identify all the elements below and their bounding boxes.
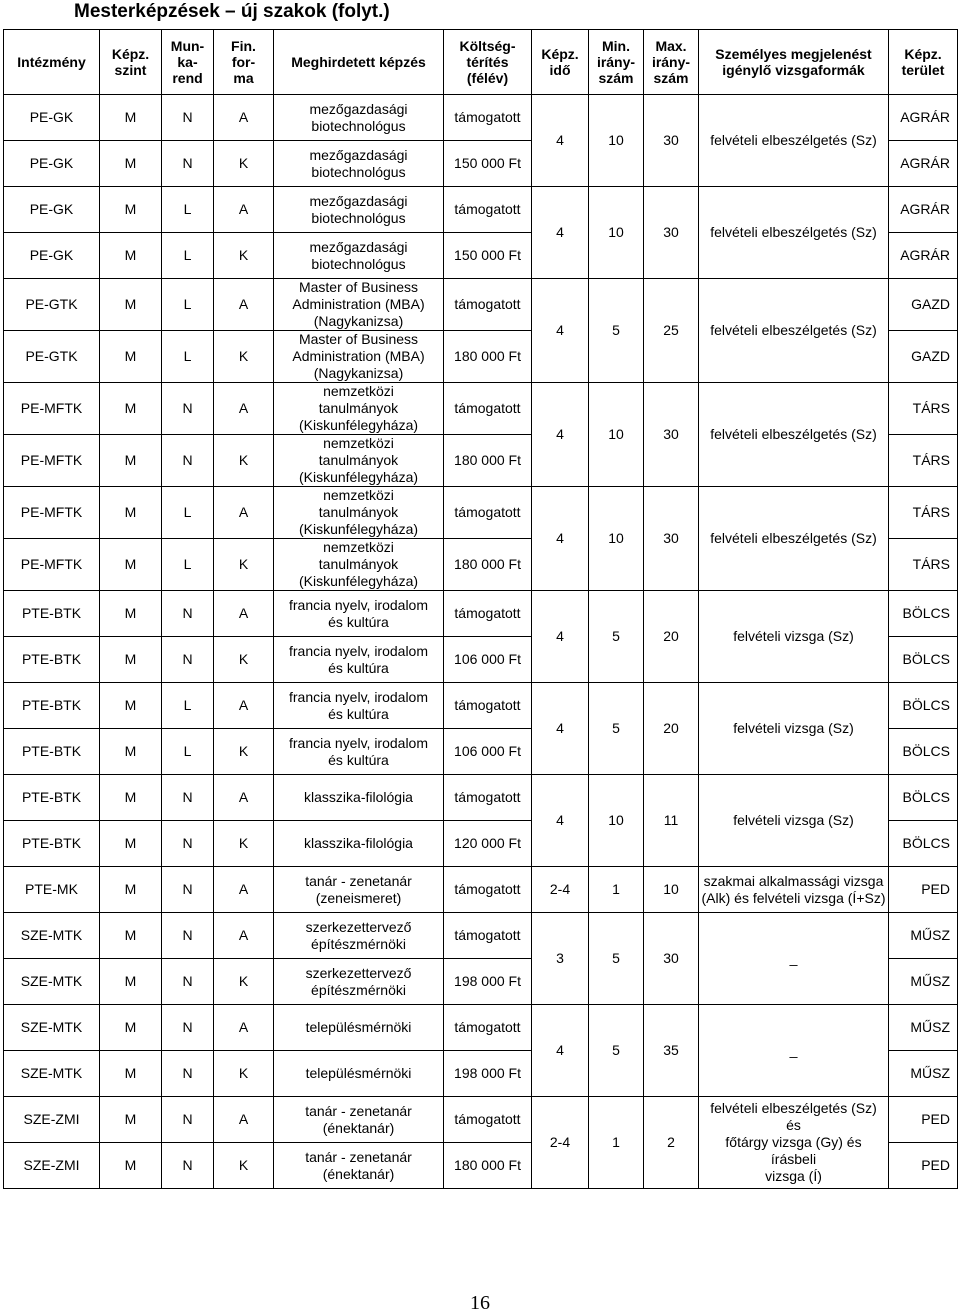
program-cell: mezőgazdasági biotechnológus (274, 141, 444, 187)
financing-cell: K (214, 959, 274, 1005)
field-cell: TÁRS (889, 435, 958, 487)
tuition-cell: 198 000 Ft (444, 1051, 532, 1097)
program-cell: tanár - zenetanár (zeneismeret) (274, 867, 444, 913)
program-cell: francia nyelv, irodalom és kultúra (274, 591, 444, 637)
work-schedule-cell: N (162, 867, 214, 913)
min-quota-cell: 10 (589, 95, 644, 187)
financing-cell: A (214, 187, 274, 233)
table-row (4, 487, 958, 539)
institution-cell: SZE-MTK (4, 1051, 100, 1097)
work-schedule-cell: N (162, 435, 214, 487)
level-cell: M (100, 1143, 162, 1189)
work-schedule-cell: L (162, 331, 214, 383)
institution-cell: PE-GK (4, 233, 100, 279)
exam-forms-cell: felvételi vizsga (Sz) (699, 683, 889, 775)
financing-cell: A (214, 591, 274, 637)
duration-cell: 2-4 (532, 867, 589, 913)
institution-cell: PTE-BTK (4, 591, 100, 637)
program-cell: nemzetközi tanulmányok (Kiskunfélegyháza) (274, 539, 444, 591)
exam-forms-cell: felvételi elbeszélgetés (Sz) (699, 279, 889, 383)
institution-cell: PTE-BTK (4, 683, 100, 729)
level-cell: M (100, 867, 162, 913)
program-cell: Master of Business Administration (MBA) (Nagykanizsa) (274, 279, 444, 331)
financing-cell: K (214, 331, 274, 383)
field-cell: MŰSZ (889, 1051, 958, 1097)
program-cell: klasszika-filológia (274, 775, 444, 821)
level-cell: M (100, 775, 162, 821)
tuition-cell: támogatott (444, 1005, 532, 1051)
field-cell: BÖLCS (889, 775, 958, 821)
min-quota-cell: 10 (589, 775, 644, 867)
min-quota-cell: 10 (589, 487, 644, 591)
tuition-cell: támogatott (444, 591, 532, 637)
table-row (4, 913, 958, 959)
exam-forms-cell: felvételi vizsga (Sz) (699, 591, 889, 683)
financing-cell: K (214, 435, 274, 487)
max-quota-cell: 30 (644, 95, 699, 187)
min-quota-cell: 5 (589, 913, 644, 1005)
level-cell: M (100, 187, 162, 233)
financing-cell: K (214, 539, 274, 591)
exam-forms-cell: szakmai alkalmassági vizsga (Alk) és felvételi vizsga (Í+Sz) (699, 867, 889, 913)
program-cell: településmérnöki (274, 1051, 444, 1097)
field-cell: TÁRS (889, 383, 958, 435)
program-cell: szerkezettervező építészmérnöki (274, 913, 444, 959)
institution-cell: PE-GK (4, 141, 100, 187)
max-quota-cell: 30 (644, 187, 699, 279)
institution-cell: PE-MFTK (4, 539, 100, 591)
program-cell: mezőgazdasági biotechnológus (274, 187, 444, 233)
level-cell: M (100, 331, 162, 383)
tuition-cell: támogatott (444, 1097, 532, 1143)
institution-cell: PE-MFTK (4, 435, 100, 487)
program-cell: nemzetközi tanulmányok (Kiskunfélegyháza) (274, 487, 444, 539)
program-cell: Master of Business Administration (MBA) (Nagykanizsa) (274, 331, 444, 383)
program-cell: klasszika-filológia (274, 821, 444, 867)
header-field: Képz. terület (889, 30, 958, 95)
work-schedule-cell: L (162, 729, 214, 775)
duration-cell: 4 (532, 775, 589, 867)
table-row (4, 95, 958, 141)
institution-cell: PE-GTK (4, 331, 100, 383)
institution-cell: SZE-ZMI (4, 1097, 100, 1143)
tuition-cell: 150 000 Ft (444, 141, 532, 187)
min-quota-cell: 1 (589, 867, 644, 913)
tuition-cell: 180 000 Ft (444, 331, 532, 383)
table-row (4, 383, 958, 435)
tuition-cell: támogatott (444, 279, 532, 331)
level-cell: M (100, 539, 162, 591)
program-cell: francia nyelv, irodalom és kultúra (274, 729, 444, 775)
level-cell: M (100, 141, 162, 187)
institution-cell: PTE-BTK (4, 821, 100, 867)
table-row (4, 279, 958, 331)
program-cell: tanár - zenetanár (énektanár) (274, 1143, 444, 1189)
tuition-cell: támogatott (444, 913, 532, 959)
max-quota-cell: 10 (644, 867, 699, 913)
min-quota-cell: 1 (589, 1097, 644, 1189)
institution-cell: PTE-MK (4, 867, 100, 913)
field-cell: GAZD (889, 331, 958, 383)
tuition-cell: támogatott (444, 95, 532, 141)
work-schedule-cell: N (162, 821, 214, 867)
page-number: 16 (470, 1292, 490, 1314)
program-cell: mezőgazdasági biotechnológus (274, 233, 444, 279)
work-schedule-cell: N (162, 1097, 214, 1143)
level-cell: M (100, 959, 162, 1005)
table-row (4, 867, 958, 913)
work-schedule-cell: L (162, 487, 214, 539)
work-schedule-cell: L (162, 539, 214, 591)
exam-forms-cell: _ (699, 913, 889, 1005)
level-cell: M (100, 233, 162, 279)
tuition-cell: támogatott (444, 867, 532, 913)
exam-forms-cell: felvételi vizsga (Sz) (699, 775, 889, 867)
financing-cell: A (214, 1097, 274, 1143)
exam-forms-cell: _ (699, 1005, 889, 1097)
work-schedule-cell: N (162, 591, 214, 637)
financing-cell: A (214, 683, 274, 729)
tuition-cell: támogatott (444, 383, 532, 435)
institution-cell: PE-MFTK (4, 487, 100, 539)
header-max-quota: Max. irány- szám (644, 30, 699, 95)
tuition-cell: támogatott (444, 187, 532, 233)
level-cell: M (100, 729, 162, 775)
financing-cell: K (214, 141, 274, 187)
header-financing: Fin. for- ma (214, 30, 274, 95)
work-schedule-cell: N (162, 95, 214, 141)
work-schedule-cell: L (162, 187, 214, 233)
table-body (4, 95, 958, 1189)
tuition-cell: 180 000 Ft (444, 435, 532, 487)
exam-forms-cell: felvételi elbeszélgetés (Sz) (699, 487, 889, 591)
work-schedule-cell: N (162, 959, 214, 1005)
header-row (4, 30, 958, 95)
financing-cell: A (214, 95, 274, 141)
financing-cell: A (214, 867, 274, 913)
level-cell: M (100, 1051, 162, 1097)
institution-cell: SZE-MTK (4, 1005, 100, 1051)
level-cell: M (100, 1005, 162, 1051)
tuition-cell: 150 000 Ft (444, 233, 532, 279)
exam-forms-cell: felvételi elbeszélgetés (Sz) és főtárgy vizsga (Gy) és írásbeli vizsga (Í) (699, 1097, 889, 1189)
financing-cell: A (214, 1005, 274, 1051)
tuition-cell: 120 000 Ft (444, 821, 532, 867)
financing-cell: A (214, 383, 274, 435)
level-cell: M (100, 1097, 162, 1143)
max-quota-cell: 20 (644, 591, 699, 683)
program-cell: francia nyelv, irodalom és kultúra (274, 637, 444, 683)
duration-cell: 4 (532, 683, 589, 775)
work-schedule-cell: L (162, 279, 214, 331)
financing-cell: K (214, 233, 274, 279)
level-cell: M (100, 591, 162, 637)
min-quota-cell: 5 (589, 591, 644, 683)
page-title: Mesterképzések – új szakok (folyt.) (74, 1, 390, 22)
level-cell: M (100, 435, 162, 487)
program-cell: településmérnöki (274, 1005, 444, 1051)
field-cell: BÖLCS (889, 821, 958, 867)
programs-table (3, 29, 958, 1189)
tuition-cell: támogatott (444, 775, 532, 821)
min-quota-cell: 5 (589, 1005, 644, 1097)
financing-cell: K (214, 1143, 274, 1189)
min-quota-cell: 5 (589, 279, 644, 383)
level-cell: M (100, 95, 162, 141)
financing-cell: K (214, 637, 274, 683)
level-cell: M (100, 637, 162, 683)
max-quota-cell: 30 (644, 383, 699, 487)
work-schedule-cell: N (162, 1051, 214, 1097)
level-cell: M (100, 913, 162, 959)
header-program: Meghirdetett képzés (274, 30, 444, 95)
header-institution: Intézmény (4, 30, 100, 95)
duration-cell: 4 (532, 187, 589, 279)
field-cell: AGRÁR (889, 141, 958, 187)
duration-cell: 4 (532, 1005, 589, 1097)
institution-cell: PE-MFTK (4, 383, 100, 435)
max-quota-cell: 11 (644, 775, 699, 867)
tuition-cell: támogatott (444, 487, 532, 539)
program-cell: tanár - zenetanár (énektanár) (274, 1097, 444, 1143)
field-cell: MŰSZ (889, 1005, 958, 1051)
header-tuition: Költség- térítés (félév) (444, 30, 532, 95)
max-quota-cell: 35 (644, 1005, 699, 1097)
min-quota-cell: 10 (589, 383, 644, 487)
tuition-cell: 106 000 Ft (444, 637, 532, 683)
level-cell: M (100, 821, 162, 867)
financing-cell: A (214, 487, 274, 539)
field-cell: PED (889, 1143, 958, 1189)
max-quota-cell: 25 (644, 279, 699, 383)
header-duration: Képz. idő (532, 30, 589, 95)
exam-forms-cell: felvételi elbeszélgetés (Sz) (699, 383, 889, 487)
field-cell: GAZD (889, 279, 958, 331)
work-schedule-cell: N (162, 775, 214, 821)
min-quota-cell: 10 (589, 187, 644, 279)
exam-forms-cell: felvételi elbeszélgetés (Sz) (699, 187, 889, 279)
program-cell: nemzetközi tanulmányok (Kiskunfélegyháza) (274, 435, 444, 487)
level-cell: M (100, 383, 162, 435)
table-row (4, 591, 958, 637)
exam-forms-cell: felvételi elbeszélgetés (Sz) (699, 95, 889, 187)
work-schedule-cell: L (162, 683, 214, 729)
field-cell: BÖLCS (889, 683, 958, 729)
max-quota-cell: 30 (644, 913, 699, 1005)
institution-cell: PE-GK (4, 187, 100, 233)
level-cell: M (100, 279, 162, 331)
institution-cell: PTE-BTK (4, 637, 100, 683)
table-row (4, 1097, 958, 1143)
header-work-schedule: Mun- ka- rend (162, 30, 214, 95)
level-cell: M (100, 683, 162, 729)
program-cell: szerkezettervező építészmérnöki (274, 959, 444, 1005)
program-cell: mezőgazdasági biotechnológus (274, 95, 444, 141)
program-cell: francia nyelv, irodalom és kultúra (274, 683, 444, 729)
institution-cell: SZE-MTK (4, 913, 100, 959)
field-cell: MŰSZ (889, 959, 958, 1005)
field-cell: AGRÁR (889, 187, 958, 233)
duration-cell: 4 (532, 95, 589, 187)
tuition-cell: 106 000 Ft (444, 729, 532, 775)
field-cell: AGRÁR (889, 233, 958, 279)
level-cell: M (100, 487, 162, 539)
field-cell: MŰSZ (889, 913, 958, 959)
financing-cell: A (214, 775, 274, 821)
work-schedule-cell: N (162, 913, 214, 959)
work-schedule-cell: N (162, 1143, 214, 1189)
work-schedule-cell: N (162, 1005, 214, 1051)
field-cell: AGRÁR (889, 95, 958, 141)
field-cell: TÁRS (889, 539, 958, 591)
max-quota-cell: 20 (644, 683, 699, 775)
max-quota-cell: 2 (644, 1097, 699, 1189)
institution-cell: PTE-BTK (4, 775, 100, 821)
field-cell: BÖLCS (889, 637, 958, 683)
duration-cell: 4 (532, 487, 589, 591)
min-quota-cell: 5 (589, 683, 644, 775)
table-row (4, 775, 958, 821)
work-schedule-cell: N (162, 141, 214, 187)
max-quota-cell: 30 (644, 487, 699, 591)
duration-cell: 2-4 (532, 1097, 589, 1189)
tuition-cell: 198 000 Ft (444, 959, 532, 1005)
field-cell: TÁRS (889, 487, 958, 539)
financing-cell: K (214, 821, 274, 867)
tuition-cell: támogatott (444, 683, 532, 729)
field-cell: BÖLCS (889, 729, 958, 775)
work-schedule-cell: L (162, 233, 214, 279)
institution-cell: PE-GK (4, 95, 100, 141)
program-cell: nemzetközi tanulmányok (Kiskunfélegyháza) (274, 383, 444, 435)
institution-cell: PTE-BTK (4, 729, 100, 775)
financing-cell: A (214, 279, 274, 331)
header-min-quota: Min. irány- szám (589, 30, 644, 95)
field-cell: BÖLCS (889, 591, 958, 637)
financing-cell: K (214, 1051, 274, 1097)
header-level: Képz. szint (100, 30, 162, 95)
institution-cell: PE-GTK (4, 279, 100, 331)
duration-cell: 4 (532, 591, 589, 683)
table-row (4, 187, 958, 233)
financing-cell: K (214, 729, 274, 775)
tuition-cell: 180 000 Ft (444, 1143, 532, 1189)
institution-cell: SZE-ZMI (4, 1143, 100, 1189)
table-row (4, 1005, 958, 1051)
financing-cell: A (214, 913, 274, 959)
tuition-cell: 180 000 Ft (444, 539, 532, 591)
duration-cell: 4 (532, 279, 589, 383)
field-cell: PED (889, 867, 958, 913)
work-schedule-cell: N (162, 383, 214, 435)
duration-cell: 4 (532, 383, 589, 487)
work-schedule-cell: N (162, 637, 214, 683)
institution-cell: SZE-MTK (4, 959, 100, 1005)
duration-cell: 3 (532, 913, 589, 1005)
table-row (4, 683, 958, 729)
field-cell: PED (889, 1097, 958, 1143)
header-exam-forms: Személyes megjelenést igénylő vizsgaformák (699, 30, 889, 95)
